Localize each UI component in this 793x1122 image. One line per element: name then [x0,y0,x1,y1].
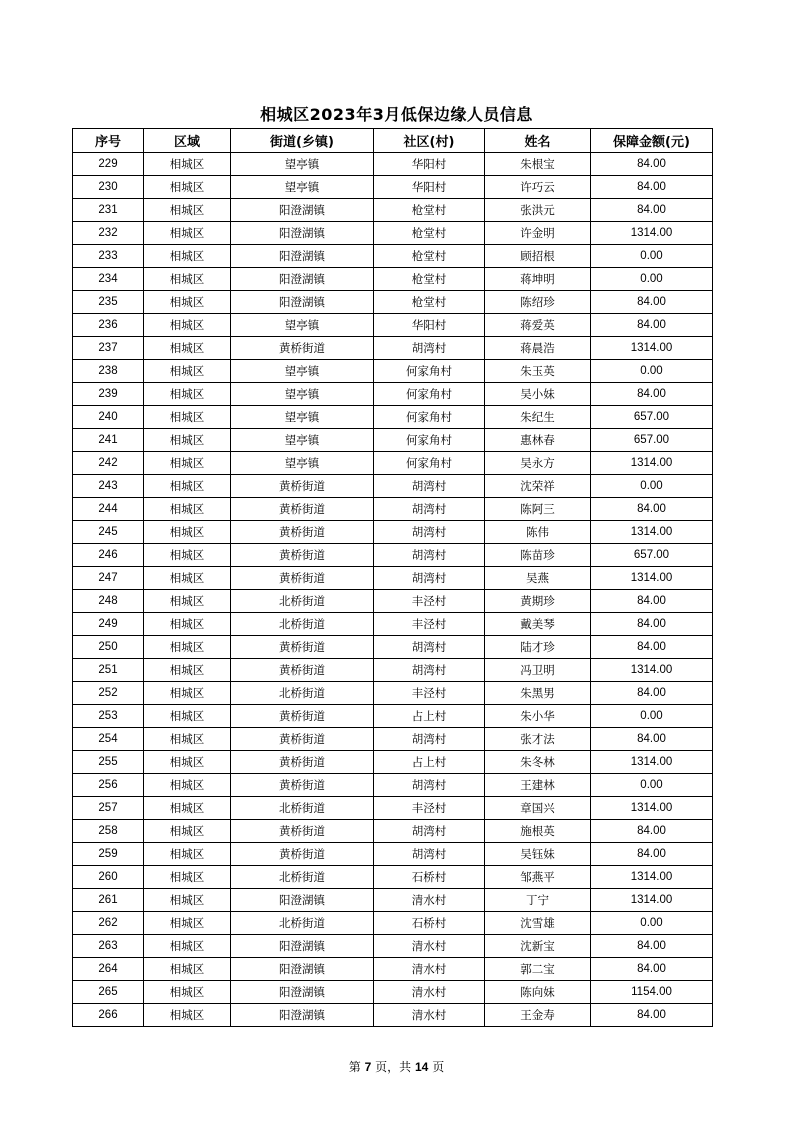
cell-district: 相城区 [144,521,231,544]
cell-index: 236 [73,314,144,337]
table-row [73,1004,713,1027]
cell-amount: 84.00 [591,498,713,521]
footer-page-number: 7 [364,1060,372,1074]
table-row [73,613,713,636]
cell-district: 相城区 [144,314,231,337]
cell-index: 233 [73,245,144,268]
cell-index: 242 [73,452,144,475]
cell-index: 259 [73,843,144,866]
table-row [73,337,713,360]
footer-total-pages: 14 [415,1060,429,1074]
cell-name: 蒋爱英 [485,314,591,337]
cell-name: 沈雪雄 [485,912,591,935]
cell-community: 丰泾村 [374,682,485,705]
cell-amount: 84.00 [591,199,713,222]
table-row [73,912,713,935]
cell-community: 丰泾村 [374,590,485,613]
cell-community: 胡湾村 [374,544,485,567]
cell-index: 252 [73,682,144,705]
cell-amount: 0.00 [591,774,713,797]
cell-name: 陆才珍 [485,636,591,659]
cell-index: 263 [73,935,144,958]
cell-community: 清水村 [374,958,485,981]
cell-name: 惠林春 [485,429,591,452]
cell-index: 246 [73,544,144,567]
table-row [73,429,713,452]
cell-district: 相城区 [144,222,231,245]
cell-street: 阳澄湖镇 [231,268,374,291]
cell-amount: 0.00 [591,475,713,498]
table-row [73,590,713,613]
table-row [73,728,713,751]
cell-index: 251 [73,659,144,682]
cell-community: 胡湾村 [374,843,485,866]
cell-street: 阳澄湖镇 [231,199,374,222]
column-header-index: 序号 [73,129,144,153]
cell-amount: 84.00 [591,935,713,958]
cell-community: 胡湾村 [374,820,485,843]
cell-index: 241 [73,429,144,452]
cell-community: 丰泾村 [374,797,485,820]
cell-amount: 1314.00 [591,866,713,889]
cell-name: 吴燕 [485,567,591,590]
cell-name: 蒋坤明 [485,268,591,291]
cell-index: 265 [73,981,144,1004]
cell-community: 何家角村 [374,360,485,383]
cell-amount: 657.00 [591,544,713,567]
cell-district: 相城区 [144,843,231,866]
column-header-street: 街道(乡镇) [231,129,374,153]
cell-index: 240 [73,406,144,429]
column-header-name: 姓名 [485,129,591,153]
cell-name: 许金明 [485,222,591,245]
cell-district: 相城区 [144,682,231,705]
table-row [73,360,713,383]
cell-amount: 84.00 [591,314,713,337]
table-row [73,889,713,912]
cell-district: 相城区 [144,475,231,498]
cell-name: 沈新宝 [485,935,591,958]
cell-amount: 84.00 [591,176,713,199]
cell-community: 华阳村 [374,153,485,176]
cell-amount: 84.00 [591,613,713,636]
cell-name: 张洪元 [485,199,591,222]
document-title: 相城区2023年3月低保边缘人员信息 [260,105,533,124]
cell-street: 望亭镇 [231,429,374,452]
cell-name: 朱玉英 [485,360,591,383]
cell-district: 相城区 [144,912,231,935]
table-row [73,314,713,337]
cell-index: 243 [73,475,144,498]
cell-community: 胡湾村 [374,567,485,590]
cell-street: 阳澄湖镇 [231,291,374,314]
cell-community: 何家角村 [374,383,485,406]
cell-name: 陈绍珍 [485,291,591,314]
cell-amount: 1314.00 [591,659,713,682]
cell-index: 253 [73,705,144,728]
cell-district: 相城区 [144,429,231,452]
cell-index: 264 [73,958,144,981]
table-row [73,291,713,314]
cell-community: 枪堂村 [374,245,485,268]
cell-street: 望亭镇 [231,383,374,406]
cell-amount: 84.00 [591,383,713,406]
table-row [73,544,713,567]
table-row [73,521,713,544]
cell-street: 黄桥街道 [231,544,374,567]
cell-street: 望亭镇 [231,314,374,337]
column-header-district: 区域 [144,129,231,153]
cell-index: 266 [73,1004,144,1027]
cell-street: 黄桥街道 [231,567,374,590]
cell-amount: 1314.00 [591,797,713,820]
cell-amount: 657.00 [591,429,713,452]
cell-district: 相城区 [144,866,231,889]
cell-amount: 0.00 [591,360,713,383]
cell-amount: 84.00 [591,820,713,843]
cell-community: 胡湾村 [374,498,485,521]
table-row [73,843,713,866]
cell-street: 北桥街道 [231,682,374,705]
table-row [73,406,713,429]
cell-street: 阳澄湖镇 [231,222,374,245]
cell-name: 朱小华 [485,705,591,728]
cell-name: 张才法 [485,728,591,751]
cell-community: 胡湾村 [374,337,485,360]
cell-street: 阳澄湖镇 [231,958,374,981]
cell-name: 丁宁 [485,889,591,912]
table-row [73,567,713,590]
cell-street: 黄桥街道 [231,751,374,774]
cell-street: 黄桥街道 [231,705,374,728]
cell-name: 朱根宝 [485,153,591,176]
cell-amount: 0.00 [591,912,713,935]
cell-amount: 1314.00 [591,337,713,360]
table-row [73,705,713,728]
cell-community: 胡湾村 [374,475,485,498]
cell-amount: 657.00 [591,406,713,429]
table-row [73,199,713,222]
cell-name: 陈向妹 [485,981,591,1004]
cell-district: 相城区 [144,590,231,613]
cell-name: 王金寿 [485,1004,591,1027]
cell-amount: 0.00 [591,705,713,728]
cell-name: 朱黑男 [485,682,591,705]
table-row [73,383,713,406]
table-row [73,774,713,797]
cell-street: 望亭镇 [231,153,374,176]
cell-street: 黄桥街道 [231,498,374,521]
cell-amount: 1314.00 [591,889,713,912]
cell-district: 相城区 [144,889,231,912]
footer-suffix: 页 [432,1060,445,1074]
cell-street: 黄桥街道 [231,475,374,498]
cell-name: 施根英 [485,820,591,843]
cell-district: 相城区 [144,797,231,820]
cell-amount: 1154.00 [591,981,713,1004]
cell-district: 相城区 [144,291,231,314]
cell-district: 相城区 [144,406,231,429]
cell-name: 吴永方 [485,452,591,475]
table-row [73,268,713,291]
cell-community: 清水村 [374,889,485,912]
cell-street: 北桥街道 [231,866,374,889]
cell-name: 戴美琴 [485,613,591,636]
cell-name: 王建林 [485,774,591,797]
cell-district: 相城区 [144,705,231,728]
table-header-row [73,129,713,153]
cell-name: 许巧云 [485,176,591,199]
table-row [73,245,713,268]
cell-name: 吴钰妹 [485,843,591,866]
cell-street: 阳澄湖镇 [231,1004,374,1027]
cell-district: 相城区 [144,774,231,797]
cell-community: 胡湾村 [374,774,485,797]
cell-district: 相城区 [144,498,231,521]
cell-district: 相城区 [144,820,231,843]
cell-index: 250 [73,636,144,659]
cell-street: 黄桥街道 [231,337,374,360]
cell-index: 249 [73,613,144,636]
cell-community: 枪堂村 [374,268,485,291]
cell-index: 244 [73,498,144,521]
cell-community: 清水村 [374,981,485,1004]
table-row [73,751,713,774]
table-row [73,797,713,820]
cell-street: 望亭镇 [231,406,374,429]
cell-district: 相城区 [144,544,231,567]
cell-index: 232 [73,222,144,245]
cell-index: 254 [73,728,144,751]
cell-street: 黄桥街道 [231,843,374,866]
footer-prefix: 第 [348,1060,361,1074]
cell-district: 相城区 [144,958,231,981]
cell-name: 沈荣祥 [485,475,591,498]
cell-amount: 1314.00 [591,751,713,774]
cell-index: 256 [73,774,144,797]
cell-district: 相城区 [144,981,231,1004]
cell-street: 望亭镇 [231,176,374,199]
cell-street: 阳澄湖镇 [231,935,374,958]
cell-street: 北桥街道 [231,613,374,636]
cell-community: 何家角村 [374,429,485,452]
cell-street: 黄桥街道 [231,820,374,843]
cell-index: 234 [73,268,144,291]
table-row [73,958,713,981]
table-row [73,659,713,682]
cell-name: 吴小妹 [485,383,591,406]
cell-name: 冯卫明 [485,659,591,682]
cell-amount: 1314.00 [591,452,713,475]
cell-amount: 84.00 [591,291,713,314]
cell-district: 相城区 [144,176,231,199]
cell-name: 陈伟 [485,521,591,544]
table-row [73,153,713,176]
cell-community: 清水村 [374,1004,485,1027]
low-income-table [72,128,713,1027]
cell-index: 229 [73,153,144,176]
cell-amount: 1314.00 [591,521,713,544]
cell-district: 相城区 [144,567,231,590]
column-header-amount: 保障金额(元) [591,129,713,153]
table-row [73,866,713,889]
cell-community: 胡湾村 [374,728,485,751]
cell-district: 相城区 [144,245,231,268]
cell-amount: 84.00 [591,153,713,176]
page-footer [0,1058,793,1075]
cell-community: 占上村 [374,751,485,774]
cell-street: 北桥街道 [231,912,374,935]
cell-street: 黄桥街道 [231,728,374,751]
cell-community: 华阳村 [374,176,485,199]
cell-index: 261 [73,889,144,912]
table-row [73,176,713,199]
cell-index: 245 [73,521,144,544]
cell-index: 257 [73,797,144,820]
cell-amount: 84.00 [591,843,713,866]
cell-community: 何家角村 [374,406,485,429]
cell-amount: 0.00 [591,245,713,268]
cell-index: 230 [73,176,144,199]
cell-district: 相城区 [144,613,231,636]
cell-index: 247 [73,567,144,590]
cell-index: 235 [73,291,144,314]
cell-street: 黄桥街道 [231,774,374,797]
cell-district: 相城区 [144,268,231,291]
cell-street: 北桥街道 [231,797,374,820]
cell-district: 相城区 [144,199,231,222]
cell-district: 相城区 [144,728,231,751]
cell-street: 北桥街道 [231,590,374,613]
cell-index: 248 [73,590,144,613]
cell-name: 陈阿三 [485,498,591,521]
cell-district: 相城区 [144,153,231,176]
cell-community: 枪堂村 [374,222,485,245]
table-row [73,498,713,521]
cell-district: 相城区 [144,751,231,774]
cell-index: 262 [73,912,144,935]
table-row [73,636,713,659]
table-row [73,682,713,705]
cell-amount: 1314.00 [591,222,713,245]
cell-amount: 1314.00 [591,567,713,590]
column-header-community: 社区(村) [374,129,485,153]
cell-name: 顾招根 [485,245,591,268]
cell-amount: 0.00 [591,268,713,291]
cell-amount: 84.00 [591,1004,713,1027]
cell-district: 相城区 [144,337,231,360]
table-row [73,222,713,245]
cell-community: 何家角村 [374,452,485,475]
table-row [73,935,713,958]
cell-district: 相城区 [144,383,231,406]
cell-name: 陈苗珍 [485,544,591,567]
cell-district: 相城区 [144,636,231,659]
cell-index: 237 [73,337,144,360]
cell-community: 清水村 [374,935,485,958]
cell-amount: 84.00 [591,728,713,751]
cell-name: 章国兴 [485,797,591,820]
cell-amount: 84.00 [591,682,713,705]
cell-street: 望亭镇 [231,360,374,383]
cell-name: 黄期珍 [485,590,591,613]
table-body [73,153,713,1027]
cell-street: 黄桥街道 [231,636,374,659]
cell-index: 238 [73,360,144,383]
cell-street: 阳澄湖镇 [231,889,374,912]
cell-index: 258 [73,820,144,843]
cell-index: 260 [73,866,144,889]
cell-name: 蒋晨浩 [485,337,591,360]
cell-name: 朱冬林 [485,751,591,774]
cell-street: 阳澄湖镇 [231,981,374,1004]
cell-community: 石桥村 [374,912,485,935]
cell-district: 相城区 [144,935,231,958]
cell-street: 望亭镇 [231,452,374,475]
footer-middle: 页，共 [375,1060,412,1074]
table-row [73,820,713,843]
cell-district: 相城区 [144,452,231,475]
cell-index: 255 [73,751,144,774]
table-row [73,452,713,475]
cell-amount: 84.00 [591,590,713,613]
cell-community: 丰泾村 [374,613,485,636]
cell-district: 相城区 [144,659,231,682]
cell-community: 枪堂村 [374,199,485,222]
cell-name: 朱纪生 [485,406,591,429]
cell-community: 枪堂村 [374,291,485,314]
cell-amount: 84.00 [591,958,713,981]
cell-district: 相城区 [144,360,231,383]
table-row [73,981,713,1004]
cell-community: 胡湾村 [374,659,485,682]
cell-street: 黄桥街道 [231,521,374,544]
cell-community: 华阳村 [374,314,485,337]
cell-street: 黄桥街道 [231,659,374,682]
cell-community: 占上村 [374,705,485,728]
cell-index: 231 [73,199,144,222]
cell-district: 相城区 [144,1004,231,1027]
table-row [73,475,713,498]
cell-community: 石桥村 [374,866,485,889]
cell-amount: 84.00 [591,636,713,659]
cell-name: 邹燕平 [485,866,591,889]
cell-community: 胡湾村 [374,521,485,544]
cell-community: 胡湾村 [374,636,485,659]
cell-street: 阳澄湖镇 [231,245,374,268]
cell-index: 239 [73,383,144,406]
cell-name: 郭二宝 [485,958,591,981]
